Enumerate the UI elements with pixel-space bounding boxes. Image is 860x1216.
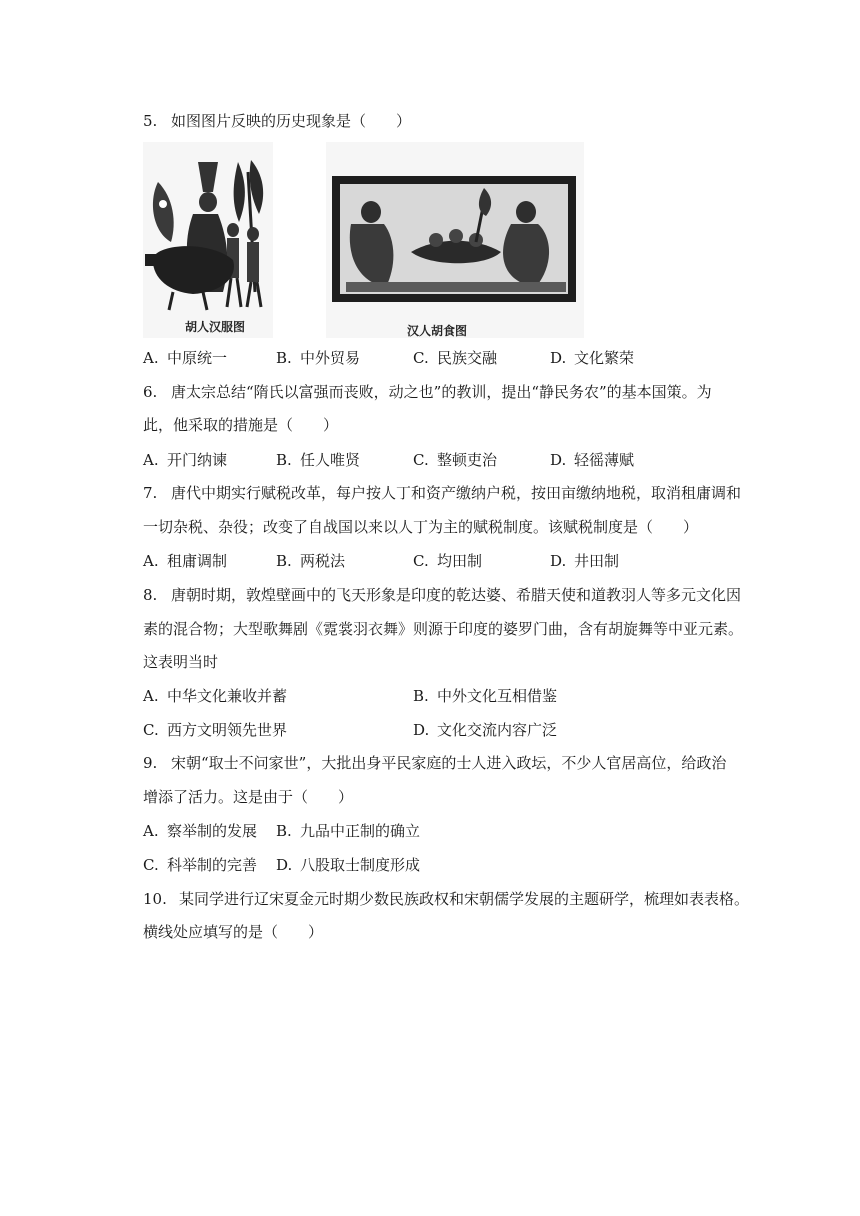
question-number: 7.	[143, 484, 158, 502]
question-8-stem-cont: 素的混合物；大型歌舞剧《霓裳羽衣舞》则源于印度的婆罗门曲，含有胡旋舞等中亚元素。	[143, 620, 744, 638]
option-a[interactable]: A. 租庸调制	[143, 552, 228, 570]
question-number: 9.	[143, 754, 158, 772]
question-5-stem	[143, 111, 411, 131]
option-d[interactable]: D. 轻徭薄赋	[550, 451, 635, 469]
question-text: 唐太宗总结“隋氏以富强而丧败，动之也”的教训，提出“静民务农”的基本国策。为	[171, 383, 712, 401]
question-7-stem	[143, 483, 741, 503]
woodcut-illustration-left	[143, 142, 273, 338]
option-b[interactable]: B. 任人唯贤	[276, 451, 361, 469]
option-b[interactable]: B. 中外贸易	[276, 349, 361, 367]
question-10-stem	[143, 889, 749, 909]
option-d[interactable]: D. 八股取士制度形成	[276, 856, 421, 874]
option-a[interactable]: A. 察举制的发展	[143, 822, 258, 840]
figure-caption-left: 胡人汉服图	[185, 320, 246, 334]
question-text: 唐代中期实行赋税改革，每户按人丁和资产缴纳户税，按田亩缴纳地税，取消租庸调和	[171, 484, 742, 502]
figure-hu-people-han-clothing	[143, 142, 273, 338]
option-d[interactable]: D. 井田制	[550, 552, 620, 570]
question-text: 如图图片反映的历史现象是（ ）	[171, 112, 412, 130]
question-8-stem-cont2: 这表明当时	[143, 653, 219, 671]
option-c[interactable]: C. 整顿吏治	[413, 451, 498, 469]
question-text: 唐朝时期，敦煌壁画中的飞天形象是印度的乾达婆、希腊天使和道教羽人等多元文化因	[171, 586, 742, 604]
question-9-stem-cont: 增添了活力。这是由于（ ）	[143, 788, 354, 806]
option-c[interactable]: C. 科举制的完善	[143, 856, 258, 874]
question-7-stem-cont: 一切杂税、杂役；改变了自战国以来以人丁为主的赋税制度。该赋税制度是（ ）	[143, 518, 699, 536]
question-number: 5.	[143, 112, 158, 130]
question-number: 10.	[143, 890, 167, 908]
option-d[interactable]: D. 文化交流内容广泛	[413, 721, 558, 739]
option-a[interactable]: A. 中华文化兼收并蓄	[143, 687, 288, 705]
option-b[interactable]: B. 中外文化互相借鉴	[413, 687, 558, 705]
question-number: 6.	[143, 383, 158, 401]
question-6-stem-cont: 此，他采取的措施是（ ）	[143, 416, 339, 434]
option-a[interactable]: A. 开门纳谏	[143, 451, 228, 469]
option-c[interactable]: C. 民族交融	[413, 349, 498, 367]
question-number: 8.	[143, 586, 158, 604]
option-c[interactable]: C. 均田制	[413, 552, 483, 570]
option-d[interactable]: D. 文化繁荣	[550, 349, 635, 367]
option-b[interactable]: B. 九品中正制的确立	[276, 822, 421, 840]
question-9-stem	[143, 753, 726, 773]
figure-han-people-hu-food	[326, 142, 584, 338]
option-a[interactable]: A. 中原统一	[143, 349, 228, 367]
question-text: 某同学进行辽宋夏金元时期少数民族政权和宋朝儒学发展的主题研学，梳理如表表格。	[179, 890, 750, 908]
figure-caption-right: 汉人胡食图	[407, 324, 468, 338]
question-8-stem	[143, 585, 741, 605]
question-text: 宋朝“取士不问家世”，大批出身平民家庭的士人进入政坛，不少人官居高位，给政治	[171, 754, 727, 772]
question-10-stem-cont: 横线处应填写的是（ ）	[143, 923, 324, 941]
option-c[interactable]: C. 西方文明领先世界	[143, 721, 288, 739]
question-6-stem	[143, 382, 712, 402]
woodcut-illustration-right	[326, 142, 584, 338]
option-b[interactable]: B. 两税法	[276, 552, 346, 570]
